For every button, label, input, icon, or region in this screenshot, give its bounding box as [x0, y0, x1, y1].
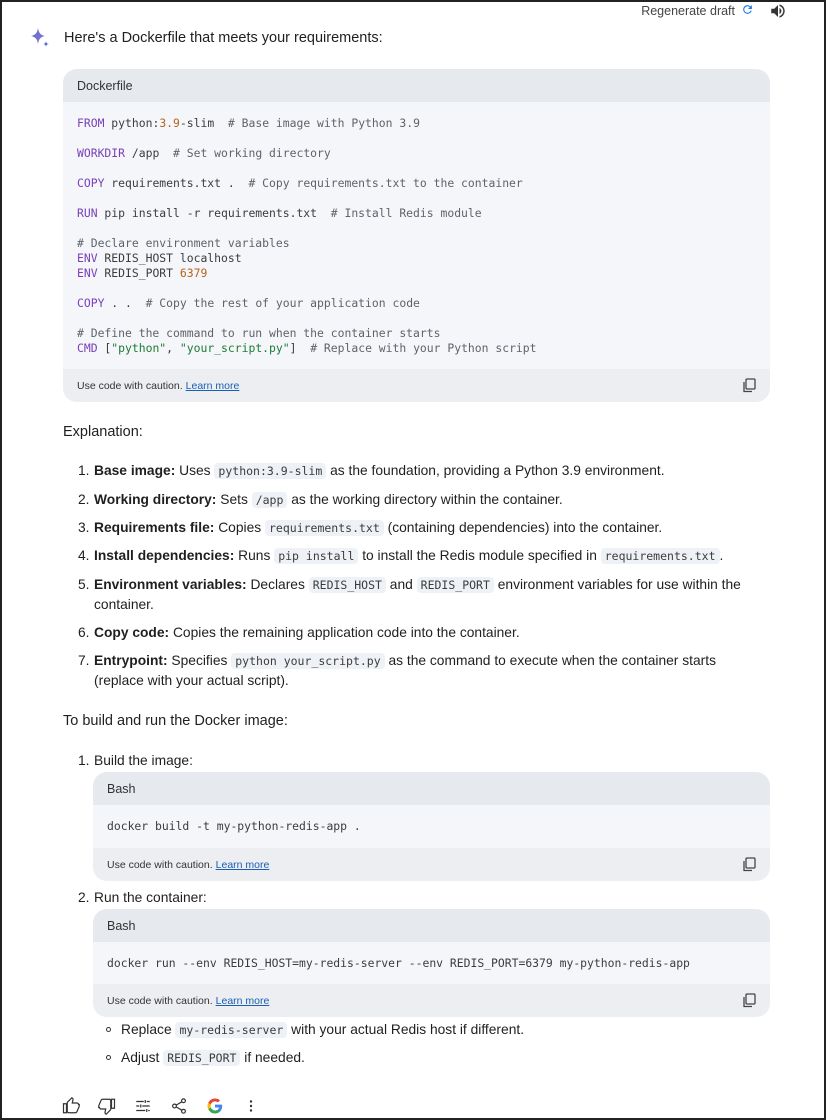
learn-more-link[interactable]: Learn more — [215, 858, 270, 871]
list-item: 1. Base image: Uses python:3.9-slim as the foundation, providing a Python 3.9 environment. — [78, 463, 665, 478]
regenerate-draft-label[interactable]: Regenerate draft — [641, 4, 735, 18]
caution-text: Use code with caution. — [107, 994, 213, 1007]
explanation-title: Explanation: — [63, 424, 143, 440]
code-footer — [63, 369, 770, 402]
code-language-label: Dockerfile — [63, 69, 770, 102]
learn-more-link[interactable]: Learn more — [215, 994, 270, 1007]
dockerfile-code[interactable]: FROM python:3.9-slim # Base image with Python 3.9 WORKDIR /app # Set working directory COPY requirements.txt . # Copy requirements.txt to the container RUN pip install -r requirements.txt # Install Redis module # Declare environment variables ENV REDIS_HOST localhost ENV REDIS_PORT 6379 COPY . . # Copy the rest of your application code # Define the command to run when the container starts CMD ["python", "your_script.py"] # Replace with your Python script — [77, 116, 537, 355]
bullet-icon — [106, 1027, 111, 1032]
inline-code: requirements.txt — [601, 548, 720, 564]
topbar — [641, 3, 754, 19]
inline-code: requirements.txt — [265, 520, 384, 536]
dockerfile-code-block — [63, 69, 770, 402]
inline-code: REDIS_HOST — [309, 577, 386, 593]
caution-text: Use code with caution. — [107, 858, 213, 871]
list-item: Adjust REDIS_PORT if needed. — [106, 1048, 305, 1068]
bash-code-block-run — [93, 909, 770, 1017]
learn-more-link[interactable]: Learn more — [185, 379, 240, 392]
copy-icon[interactable] — [742, 993, 756, 1008]
copy-icon[interactable] — [742, 378, 756, 393]
inline-code: python your_script.py — [231, 653, 384, 669]
inline-code: REDIS_PORT — [163, 1050, 240, 1066]
bash-code[interactable]: docker build -t my-python-redis-app . — [107, 819, 361, 833]
share-icon[interactable] — [170, 1097, 188, 1115]
list-item: 2. Run the container: — [78, 890, 207, 905]
inline-code: /app — [252, 492, 288, 508]
list-item: 1. Build the image: — [78, 753, 193, 768]
code-language-label: Bash — [93, 909, 770, 942]
list-item: 4. Install dependencies: Runs pip install to install the Redis module specified in requirements.txt . — [78, 548, 724, 563]
bash-code[interactable]: docker run --env REDIS_HOST=my-redis-server --env REDIS_PORT=6379 my-python-redis-app — [107, 956, 690, 970]
code-footer — [93, 984, 770, 1017]
refresh-icon[interactable] — [741, 3, 754, 19]
copy-icon[interactable] — [742, 857, 756, 872]
inline-code: pip install — [274, 548, 358, 564]
google-icon[interactable] — [206, 1097, 224, 1115]
speaker-icon[interactable] — [768, 2, 788, 20]
code-language-label: Bash — [93, 772, 770, 805]
bullet-icon — [106, 1055, 111, 1060]
tune-icon[interactable] — [134, 1097, 152, 1115]
gemini-sparkle-icon — [28, 26, 52, 50]
list-item: Replace my-redis-server with your actual Redis host if different. — [106, 1020, 524, 1040]
more-vert-icon[interactable] — [242, 1097, 260, 1115]
response-header — [28, 26, 383, 50]
inline-code: python:3.9-slim — [214, 463, 326, 479]
list-item: 6. Copy code: Copies the remaining application code into the container. — [78, 625, 520, 640]
build-run-title: To build and run the Docker image: — [63, 713, 288, 729]
list-item: 7. Entrypoint: Specifies python your_script.py as the command to execute when the container starts (replace with your actual script). — [78, 653, 716, 688]
list-item: 2. Working directory: Sets /app as the working directory within the container. — [78, 492, 563, 507]
inline-code: my-redis-server — [175, 1022, 287, 1038]
intro-text: Here's a Dockerfile that meets your requirements: — [64, 30, 383, 46]
thumbs-up-icon[interactable] — [62, 1097, 80, 1115]
list-item: 5. Environment variables: Declares REDIS_HOST and REDIS_PORT environment variables for use within the container. — [78, 577, 741, 612]
thumbs-down-icon[interactable] — [98, 1097, 116, 1115]
bash-code-block-build — [93, 772, 770, 881]
code-footer — [93, 848, 770, 881]
inline-code: REDIS_PORT — [417, 577, 494, 593]
list-item: 3. Requirements file: Copies requirements.txt (containing dependencies) into the container. — [78, 520, 663, 535]
caution-text: Use code with caution. — [77, 379, 183, 392]
response-actions — [62, 1097, 260, 1115]
